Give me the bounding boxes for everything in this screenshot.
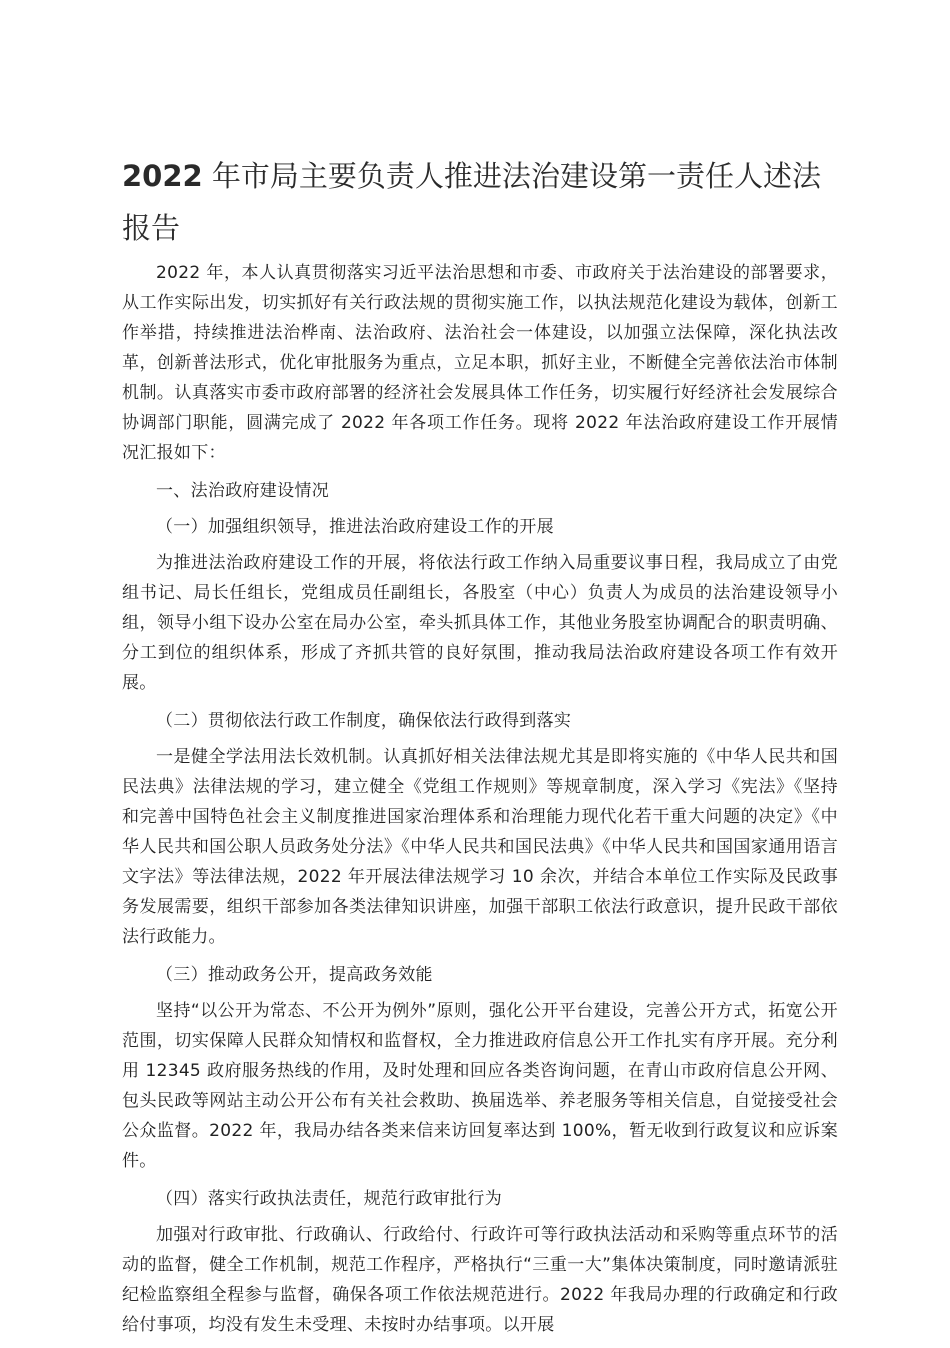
paragraph-law-study: 一是健全学法用法长效机制。认真抓好相关法律法规尤其是即将实施的《中华人民共和国民法典》法律法规的学习，建立健全《党组工作规则》等规章制度，深入学习《宪法》《坚持和完善中国特色社会主义制度推进国家治理体系和治理能力现代化若干重大问题的决定》《中华人民共和国公职人员政务处分法》《中华人民共和国民法典》《中华人民共和国国家通用语言文字法》等法律法规，2022 年开展法律法规学习 10 余次，并结合本单位工作实际及民政事务发展需要，组织干部参加各类法律知识讲座，加强干部职工依法行政意识，提升民政干部依法行政能力。 — [122, 747, 838, 947]
subsection-heading-3: （三）推动政务公开，提高政务效能 — [156, 965, 433, 985]
paragraph-transparency: 坚持“以公开为常态、不公开为例外”原则，强化公开平台建设，完善公开方式，拓宽公开范围，切实保障人民群众知情权和监督权，全力推进政府信息公开工作扎实有序开展。充分利用 12345 政府服务热线的作用，及时处理和回应各类咨询问题，在青山市政府信息公开网、包头民政等网站主动公开公布有关社会救助、换届选举、养老服务等相关信息，自觉接受社会公众监督。2022 年，我局办结各类来信来访回复率达到 100%，暂无收到行政复议和应诉案件。 — [122, 1001, 838, 1171]
title-text: 年市局主要负责人推进法治建设第一责任人述法报告 — [122, 159, 821, 245]
document-body — [122, 258, 838, 1348]
subsection-heading-2: （二）贯彻依法行政工作制度，确保依法行政得到落实 — [156, 711, 572, 731]
paragraph-enforcement: 加强对行政审批、行政确认、行政给付、行政许可等行政执法活动和采购等重点环节的活动的监督，健全工作机制，规范工作程序，严格执行“三重一大”集体决策制度，同时邀请派驻纪检监察组全程参与监督，确保各项工作依法规范进行。2022 年我局办理的行政确定和行政给付事项，均没有发生未受理、未按时办结事项。以开展 — [122, 1225, 838, 1335]
paragraph-intro: 2022 年，本人认真贯彻落实习近平法治思想和市委、市政府关于法治建设的部署要求，从工作实际出发，切实抓好有关行政法规的贯彻实施工作，以执法规范化建设为载体，创新工作举措，持续推进法治桦南、法治政府、法治社会一体建设，以加强立法保障，深化执法改革，创新普法形式，优化审批服务为重点，立足本职，抓好主业，不断健全完善依法治市体制机制。认真落实市委市政府部署的经济社会发展具体工作任务，切实履行好经济社会发展综合协调部门职能，圆满完成了 2022 年各项工作任务。现将 2022 年法治政府建设工作开展情况汇报如下： — [122, 263, 838, 463]
paragraph-organization: 为推进法治政府建设工作的开展，将依法行政工作纳入局重要议事日程，我局成立了由党组书记、局长任组长，党组成员任副组长，各股室（中心）负责人为成员的法治建设领导小组，领导小组下设办公室在局办公室，牵头抓具体工作，其他业务股室协调配合的职责明确、分工到位的组织体系，形成了齐抓共管的良好氛围，推动我局法治政府建设各项工作有效开展。 — [122, 553, 838, 693]
document-title — [122, 150, 832, 254]
title-year: 2022 — [122, 159, 203, 193]
subsection-heading-1: （一）加强组织领导，推进法治政府建设工作的开展 — [156, 517, 554, 537]
subsection-heading-4: （四）落实行政执法责任，规范行政审批行为 — [156, 1189, 502, 1209]
section-heading-1: 一、法治政府建设情况 — [156, 481, 329, 501]
